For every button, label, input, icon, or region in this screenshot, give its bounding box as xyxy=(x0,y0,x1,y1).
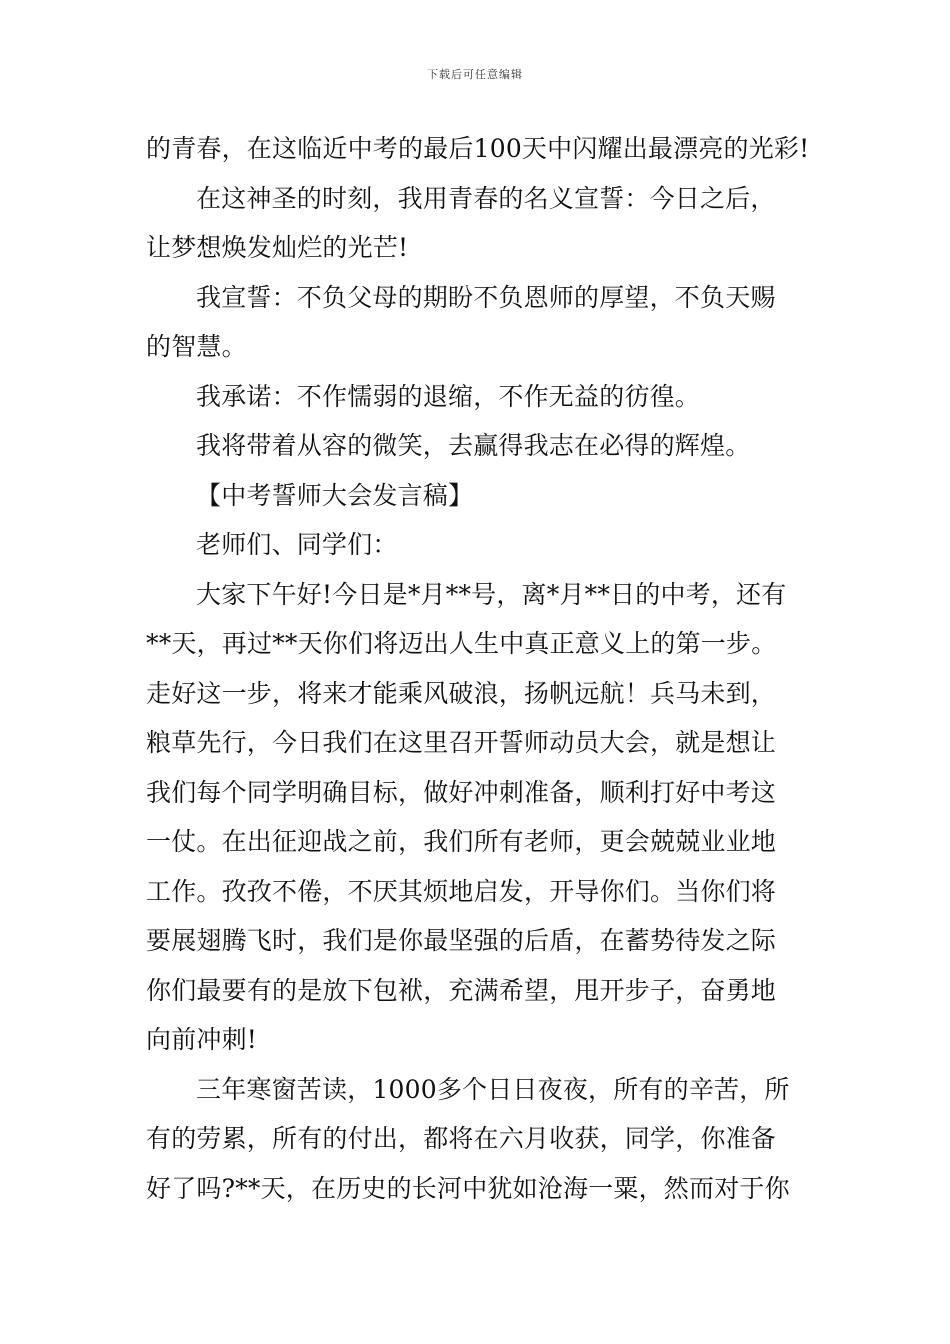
text-line: 三年寒窗苦读，1000多个日日夜夜，所有的辛苦，所 xyxy=(196,1074,790,1104)
text-line: **天，再过**天你们将迈出人生中真正意义上的第一步。 xyxy=(146,629,777,658)
text-line: 的青春，在这临近中考的最后100天中闪耀出最漂亮的光彩! xyxy=(146,134,810,163)
text-line: 老师们、同学们： xyxy=(196,530,398,559)
text-line: 粮草先行，今日我们在这里召开誓师动员大会，就是想让 xyxy=(146,728,777,757)
text-line: 向前冲刺! xyxy=(146,1025,258,1054)
text-line: 工作。孜孜不倦，不厌其烦地启发，开导你们。当你们将 xyxy=(146,876,777,906)
text-line: 要展翅腾飞时，我们是你最坚强的后盾，在蓄势待发之际 xyxy=(146,926,777,955)
text-line: 的智慧。 xyxy=(146,332,247,361)
text-line: 我们每个同学明确目标，做好冲刺准备，顺利打好中考这 xyxy=(146,777,777,807)
text-line: 我承诺：不作懦弱的退缩，不作无益的彷徨。 xyxy=(196,381,701,411)
text-line: 走好这一步，将来才能乘风破浪，扬帆远航！兵马未到， xyxy=(146,678,777,708)
text-line: 我宣誓：不负父母的期盼不负恩师的厚望，不负天赐 xyxy=(196,282,776,312)
body-text xyxy=(146,124,816,1213)
text-line: 在这神圣的时刻，我用青春的名义宣誓：今日之后， xyxy=(196,183,776,213)
text-line: 我将带着从容的微笑，去赢得我志在必得的辉煌。 xyxy=(196,431,751,460)
page-header: 下载后可任意编辑 xyxy=(427,68,523,81)
text-line: 大家下午好!今日是*月**号，离*月**日的中考，还有 xyxy=(196,579,787,609)
text-line: 一仗。在出征迎战之前，我们所有老师，更会兢兢业业地 xyxy=(146,827,777,856)
text-line: 【中考誓师大会发言稿】 xyxy=(196,480,474,510)
text-line: 你们最要有的是放下包袱，充满希望，甩开步子，奋勇地 xyxy=(146,975,777,1005)
text-line: 让梦想焕发灿烂的光芒! xyxy=(146,233,409,262)
text-line: 有的劳累，所有的付出，都将在六月收获，同学，你准备 xyxy=(146,1124,777,1153)
text-line: 好了吗?**天，在历史的长河中犹如沧海一粟，然而对于你 xyxy=(146,1173,790,1203)
